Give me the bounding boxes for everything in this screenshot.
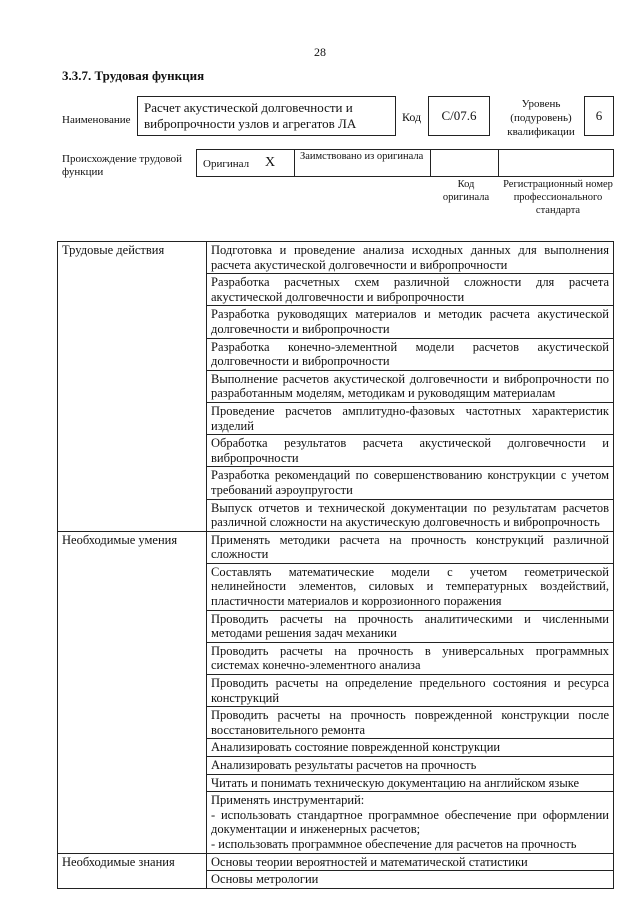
item-cell: Проводить расчеты на прочность аналитическими и численными методами решения задач механики <box>207 610 614 642</box>
origin-divider-1 <box>294 149 295 177</box>
item-line: Применять инструментарий: <box>211 793 365 808</box>
item-cell: Анализировать состояние поврежденной конструкции <box>207 739 614 757</box>
origin-divider-2 <box>430 149 431 177</box>
category-cell: Необходимые знания <box>58 853 207 888</box>
item-cell: Проведение расчетов амплитудно-фазовых частотных характеристик изделий <box>207 402 614 434</box>
section-title: 3.3.7. Трудовая функция <box>62 68 205 83</box>
borrowed-label: Заимствовано из оригинала <box>300 151 424 162</box>
code-original-label: Код оригинала <box>442 179 490 203</box>
item-cell: Выполнение расчетов акустической долговечности и вибропрочности по разработанным моделям, методикам и руководящим материалам <box>207 370 614 402</box>
reg-number-label: Регистрационный номер профессионального стандарта <box>503 179 613 216</box>
table-row <box>58 531 614 563</box>
level-value: 6 <box>595 108 603 123</box>
category-cell: Необходимые умения <box>58 531 207 853</box>
original-mark: X <box>265 155 276 170</box>
item-cell: Разработка расчетных схем различной сложности для расчета акустической долговечности и вибропрочности <box>207 274 614 306</box>
item-cell: Разработка руководящих материалов и методик расчета акустической долговечности и вибропрочности <box>207 306 614 338</box>
item-cell: Основы теории вероятностей и математической статистики <box>207 853 614 871</box>
item-cell: Проводить расчеты на прочность в универсальных программных системах конечно-элементного анализа <box>207 642 614 674</box>
item-cell: Обработка результатов расчета акустической долговечности и вибропрочности <box>207 435 614 467</box>
item-cell: Составлять математические модели с учетом геометрической нелинейности элементов, силовых и температурных воздействий, пластичности материалов и коррозионного поражения <box>207 563 614 610</box>
level-label: Уровень (подуровень) квалификации <box>507 98 575 138</box>
item-cell: Проводить расчеты на определение предельного состояния и ресурса конструкций <box>207 675 614 707</box>
original-label: Оригинал <box>203 158 250 170</box>
item-cell: Разработка рекомендаций по совершенствованию конструкции с учетом требований аэроупругости <box>207 467 614 499</box>
origin-label: Происхождение трудовой функции <box>62 153 183 178</box>
item-line: - использовать стандартное программное обеспечение при оформлении документации и инженерных расчетов; <box>211 807 609 837</box>
level-box <box>584 96 614 136</box>
code-label: Код <box>402 110 422 124</box>
origin-divider-3 <box>498 149 499 177</box>
item-cell: Выпуск отчетов и технической документации по результатам расчетов различной сложности на акустическую долговечность и вибропрочность <box>207 499 614 531</box>
category-cell: Трудовые действия <box>58 242 207 532</box>
table-row <box>58 853 614 871</box>
item-cell: Проводить расчеты на прочность поврежденной конструкции после восстановительного ремонта <box>207 707 614 739</box>
name-label: Наименование <box>62 114 131 126</box>
code-value: C/07.6 <box>441 108 477 123</box>
page-number: 28 <box>314 45 326 59</box>
item-cell: Анализировать результаты расчетов на прочность <box>207 757 614 775</box>
function-table <box>57 241 614 889</box>
item-cell: Разработка конечно-элементной модели расчетов акустической долговечности и вибропрочности <box>207 338 614 370</box>
code-box <box>428 96 490 136</box>
function-name-box <box>137 96 396 136</box>
table-row <box>58 242 614 274</box>
item-cell: Применять методики расчета на прочность конструкций различной сложности <box>207 531 614 563</box>
item-cell <box>207 792 614 853</box>
function-name: Расчет акустической долговечности и вибропрочности узлов и агрегатов ЛА <box>144 100 357 131</box>
item-cell: Подготовка и проведение анализа исходных данных для выполнения расчета акустической долговечности и вибропрочности <box>207 242 614 274</box>
item-line: - использовать программное обеспечение для расчетов на прочность <box>211 836 577 851</box>
item-cell: Читать и понимать техническую документацию на английском языке <box>207 774 614 792</box>
item-cell: Основы метрологии <box>207 871 614 889</box>
